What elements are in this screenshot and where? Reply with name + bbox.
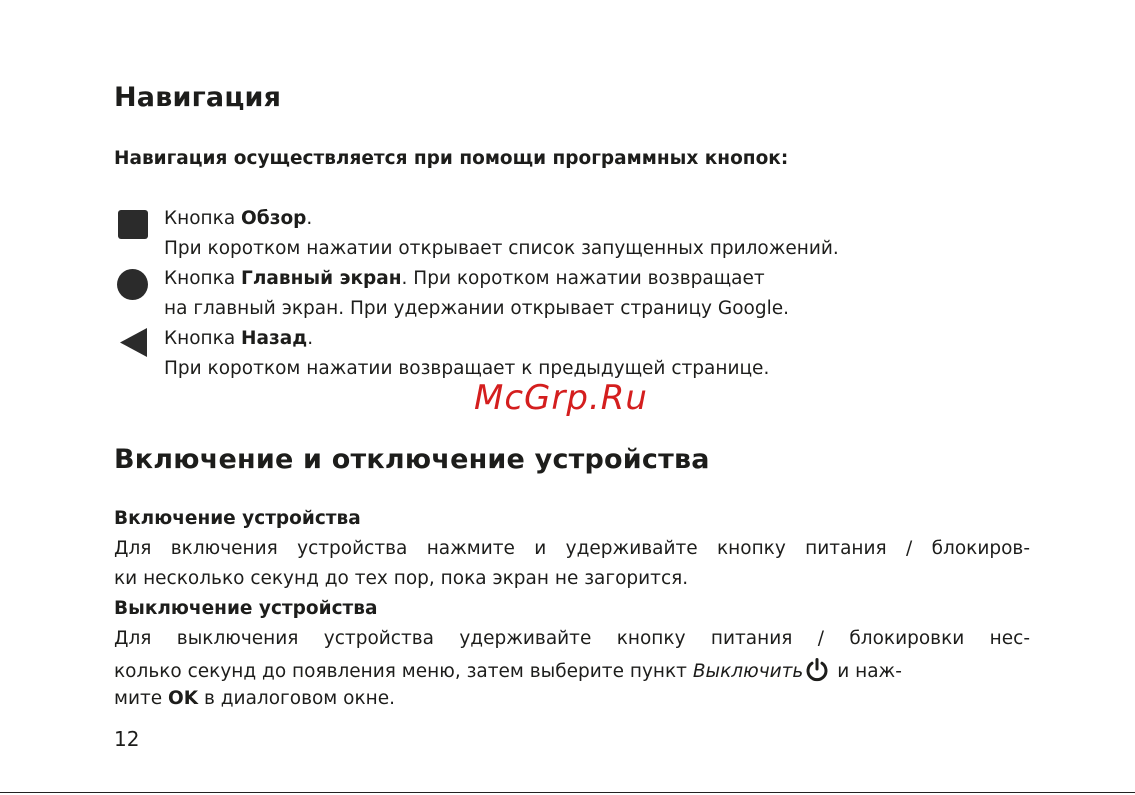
power-off-text-line3: мите OK в диалоговом окне.: [114, 688, 395, 709]
back-button-name: Назад: [241, 328, 308, 349]
power-icon: [805, 658, 829, 682]
back-button-line: Кнопка Назад.: [164, 328, 314, 349]
watermark: McGrp.Ru: [474, 378, 648, 418]
power-off-subheading: Выключение устройства: [114, 598, 378, 619]
overview-button-name: Обзор: [241, 208, 307, 229]
page-number: 12: [114, 727, 140, 751]
home-button-name: Главный экран: [241, 268, 402, 289]
navigation-heading: Навигация: [114, 82, 282, 113]
bottom-rule: [0, 792, 1135, 793]
home-circle-icon: [117, 269, 148, 300]
home-button-line: Кнопка Главный экран. При коротком нажатии возвращает: [164, 268, 765, 289]
overview-button-desc: При коротком нажатии открывает список запущенных приложений.: [164, 238, 839, 259]
power-off-text-line2: колько секунд до появления меню, затем выберите пункт Выключить и наж-: [114, 658, 902, 682]
power-heading: Включение и отключение устройства: [114, 444, 710, 475]
power-off-menu-item: Выключить: [692, 661, 804, 682]
ok-label: OK: [168, 688, 199, 709]
power-on-subheading: Включение устройства: [114, 508, 361, 529]
overview-button-line: Кнопка Обзор.: [164, 208, 313, 229]
back-triangle-icon: [118, 327, 149, 358]
back-button-desc: При коротком нажатии возвращает к предыдущей странице.: [164, 358, 770, 379]
home-button-desc: на главный экран. При удержании открывает страницу Google.: [164, 298, 789, 319]
overview-square-icon: [118, 210, 148, 239]
power-on-text-line2: ки несколько секунд до тех пор, пока экран не загорится.: [114, 568, 689, 589]
power-on-text-line1: Для включения устройства нажмите и удерживайте кнопку питания / блокиров-: [114, 538, 1030, 559]
power-off-text-line1: Для выключения устройства удерживайте кнопку питания / блокировки нес-: [114, 628, 1030, 649]
navigation-intro: Навигация осуществляется при помощи программных кнопок:: [114, 148, 789, 169]
